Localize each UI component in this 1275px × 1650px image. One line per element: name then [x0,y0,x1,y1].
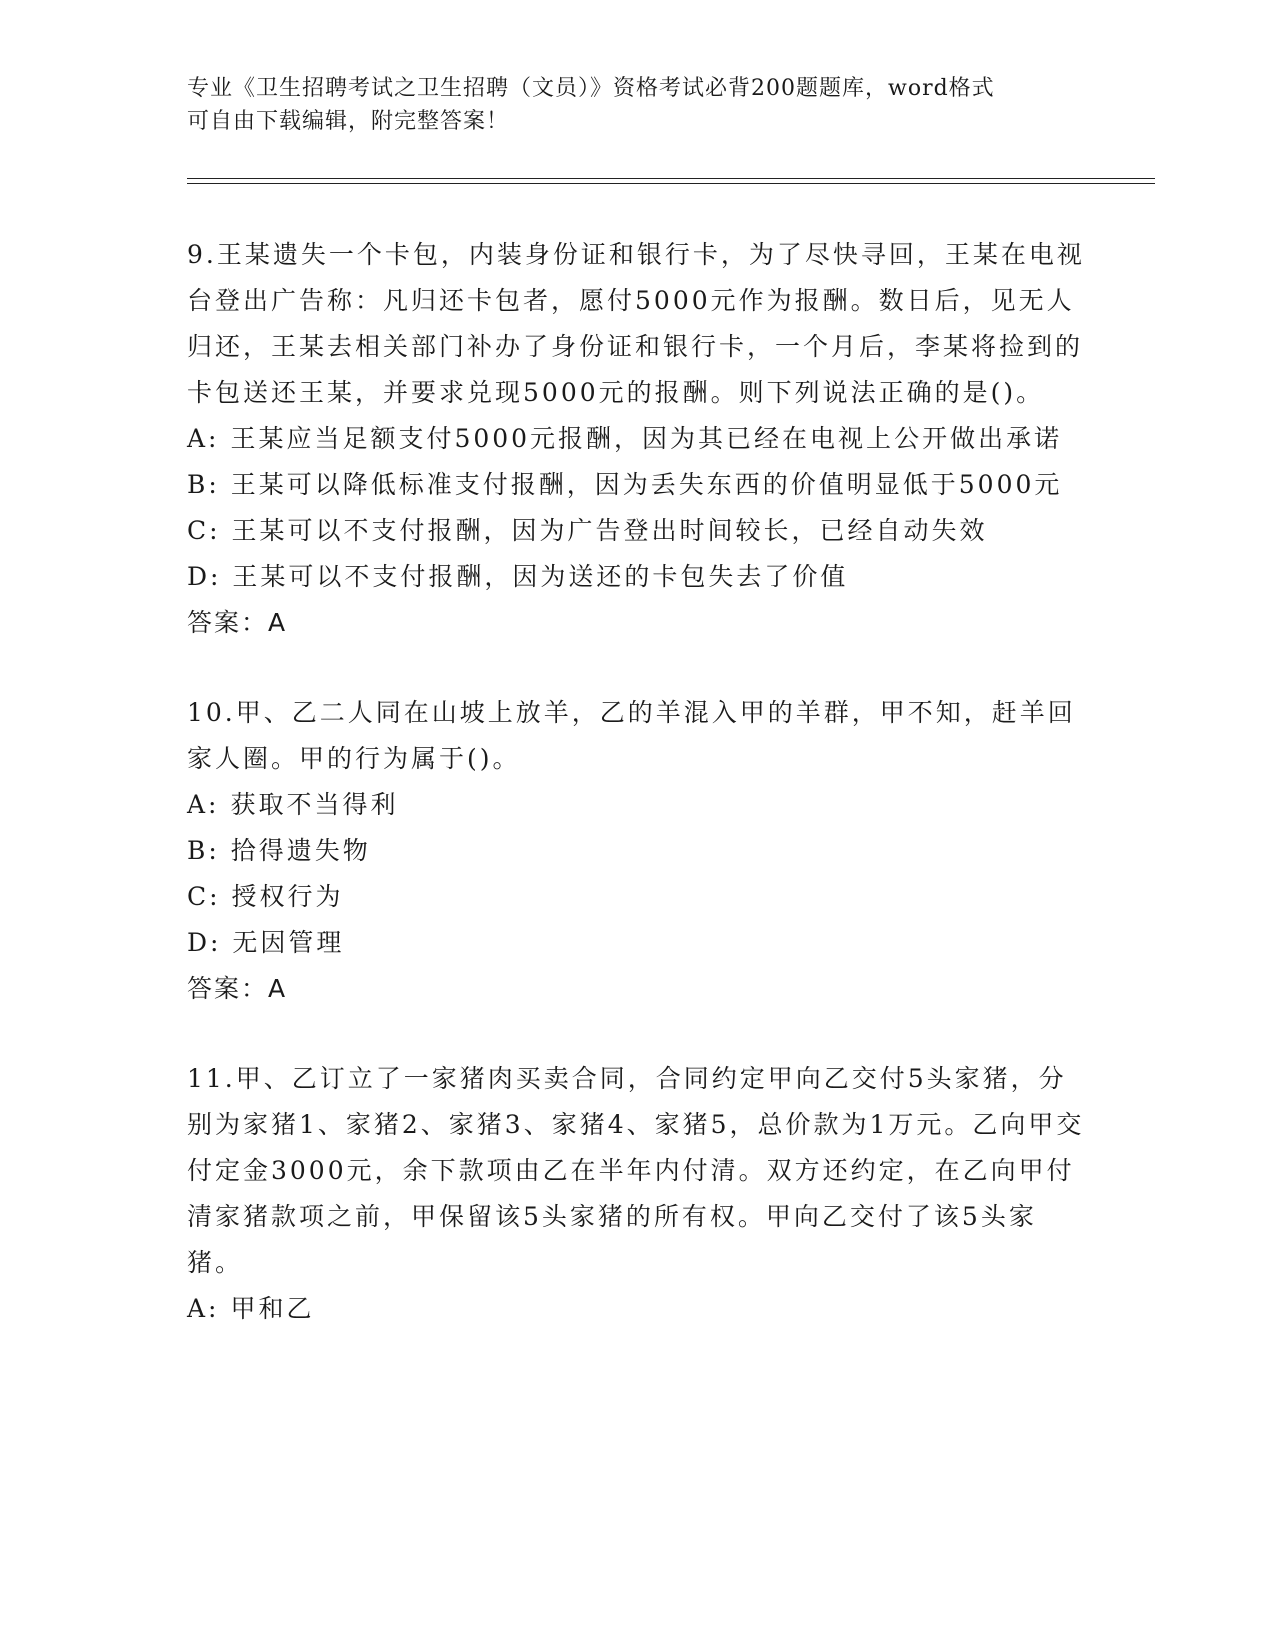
question-stem: 9.王某遗失一个卡包，内装身份证和银行卡，为了尽快寻回，王某在电视台登出广告称：凡归还卡包者，愿付5000元作为报酬。数日后，见无人归还，王某去相关部门补办了身份证和银行卡，一个月后，李某将捡到的卡包送还王某，并要求兑现5000元的报酬。则下列说法正确的是()。 [187,240,1085,407]
option-text: 获取不当得利 [230,790,399,819]
option-b [187,462,1087,508]
option-c [187,874,1087,920]
question-10 [187,690,1087,1012]
option-a [187,1286,1087,1332]
option-key: B: [187,470,220,499]
question-stem: 11.甲、乙订立了一家猪肉买卖合同，合同约定甲向乙交付5头家猪，分别为家猪1、家猪2、家猪3、家猪4、家猪5，总价款为1万元。乙向甲交付定金3000元，余下款项由乙在半年内付清。双方还约定，在乙向甲付清家猪款项之前，甲保留该5头家猪的所有权。甲向乙交付了该5头家猪。 [187,1064,1085,1277]
option-key: A: [187,790,220,819]
option-a [187,416,1087,462]
option-text: 无因管理 [232,928,345,957]
question-stem: 10.甲、乙二人同在山坡上放羊，乙的羊混入甲的羊群，甲不知，赶羊回家人圈。甲的行为属于()。 [187,698,1076,773]
answer-line: 答案：A [187,608,288,637]
option-key: D: [187,928,222,957]
option-key: C: [187,882,221,911]
option-key: B: [187,836,220,865]
option-key: C: [187,516,221,545]
option-text: 王某可以降低标准支付报酬，因为丢失东西的价值明显低于5000元 [230,470,1063,499]
option-a [187,782,1087,828]
option-text: 王某可以不支付报酬，因为广告登出时间较长，已经自动失效 [231,516,988,545]
option-key: A: [187,424,220,453]
option-text: 授权行为 [231,882,344,911]
option-text: 王某应当足额支付5000元报酬，因为其已经在电视上公开做出承诺 [230,424,1063,453]
header-line-1: 专业《卫生招聘考试之卫生招聘（文员）》资格考试必背200题题库，word格式 [187,76,995,101]
question-11 [187,1056,1087,1332]
header-line-2: 可自由下载编辑，附完整答案！ [187,109,510,134]
option-key: A: [187,1294,220,1323]
option-key: D: [187,562,222,591]
option-b [187,828,1087,874]
option-d [187,554,1087,600]
answer-line: 答案：A [187,974,288,1003]
option-d [187,920,1087,966]
document-header [187,72,1087,138]
question-9 [187,232,1087,646]
option-text: 甲和乙 [230,1294,315,1323]
question-list [187,232,1087,1376]
option-c [187,508,1087,554]
option-text: 王某可以不支付报酬，因为送还的卡包失去了价值 [232,562,849,591]
header-double-rule [187,178,1155,184]
option-text: 拾得遗失物 [230,836,371,865]
